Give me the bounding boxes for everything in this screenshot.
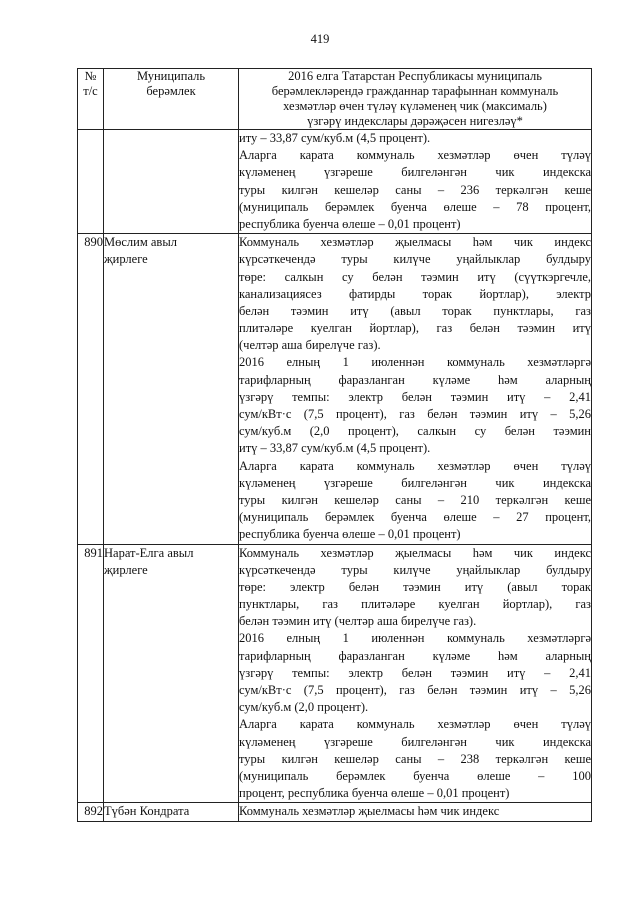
header-number-line: №: [84, 69, 97, 83]
page-number: 419: [310, 32, 330, 46]
text-line: Коммуналь хезмәтләр җыелмасы һәм чик индекс: [239, 804, 500, 819]
text-line: белән тәэмин итү (авыл торак пунктлары, газ: [239, 303, 591, 318]
justification-text: [239, 234, 592, 544]
municipality-name-line: җирлеге: [104, 252, 148, 267]
text-line: плитәләре куелган йортлар), газ белән тәэмин итү: [239, 321, 591, 336]
header-municipality-line: Муниципаль: [136, 69, 206, 83]
justification-paragraph: [239, 354, 591, 457]
text-line: республика буенча өлеше – 0,01 процент): [239, 527, 461, 542]
header-justification-line: берәмлекләрендә гражданнар тарафыннан коммуналь: [271, 84, 559, 98]
text-line: Коммуналь хезмәтләр җыелмасы һәм чик индекс: [239, 235, 591, 250]
header-municipality: [104, 69, 239, 130]
text-line: төре: салкын су белән тәэмин итү (сүүткэргечле,: [239, 269, 591, 284]
text-line: процент, республика буенча өлеше – 0,01 процент): [239, 786, 510, 801]
row-number: 892: [78, 803, 104, 821]
table-body: [78, 130, 592, 822]
header-justification: [239, 69, 592, 130]
text-line: 2016 елның 1 июленнән коммуналь хезмәтләргә: [239, 631, 591, 646]
text-line: күрсәткечендә туры килүче уңайлыклар булдыру: [239, 252, 591, 267]
justification-text: [239, 130, 592, 234]
text-line: Аларга карата коммуналь хезмәтләр өчен түләү: [239, 717, 591, 732]
justification-paragraph: [239, 234, 591, 354]
justification-paragraph: [239, 630, 591, 716]
text-line: күләменең үзгәреше билгеләнгән чик индекска: [239, 475, 591, 490]
justification-paragraph: [239, 147, 591, 233]
row-number: 890: [78, 234, 104, 544]
header-justification-line: хезмәтләр өчен түләү күләменең чик (максималь): [283, 99, 547, 113]
text-line: Коммуналь хезмәтләр җыелмасы һәм чик индекс: [239, 545, 591, 560]
municipality-name-line: Мөслим авыл: [104, 235, 177, 250]
text-line: белән тәэмин итү (челтәр аша бирелүче газ).: [239, 614, 477, 629]
text-line: (муниципаль берәмлек буенча өлеше – 27 процент,: [239, 510, 591, 525]
municipality-name: [104, 544, 239, 803]
text-line: сум/куб.м (2,0 процент), салкын су белән тәэмин: [239, 424, 591, 439]
municipality-name-line: Түбән Кондрата: [104, 804, 190, 819]
text-line: иту – 33,87 сум/куб.м (4,5 процент).: [239, 131, 431, 145]
justification-text: [239, 803, 592, 821]
municipality-name-line: җирлеге: [104, 562, 148, 577]
text-line: туры килгән кешеләр саны – 210 теркәлгән кеше: [239, 492, 591, 507]
municipality-name: [104, 803, 239, 821]
text-line: сум/кВт·с (7,5 процент), газ белән тәэмин итү – 5,26: [239, 407, 591, 421]
text-line: күләменең үзгәреше билгеләнгән чик индекска: [239, 734, 591, 749]
text-line: тарифларның фаразланган күләме һәм аларның: [239, 372, 591, 387]
text-line: Аларга карата коммуналь хезмәтләр өчен түләү: [239, 148, 591, 163]
text-line: сум/куб.м (2,0 процент).: [239, 700, 369, 715]
text-line: (муниципаль берәмлек буенча өлеше – 100: [239, 768, 591, 783]
header-municipality-line: берәмлек: [146, 84, 196, 98]
municipality-name: [104, 234, 239, 544]
text-line: күләменең үзгәреше билгеләнгән чик индекска: [239, 165, 591, 180]
table-header-row: [78, 69, 592, 130]
table-row: [78, 544, 592, 803]
text-line: үзгәрү темпы: электр белән тәэмин итү – 2,41: [239, 389, 591, 404]
text-line: (муниципаль берәмлек буенча өлеше – 78 процент,: [239, 199, 591, 214]
header-number: [78, 69, 104, 130]
text-line: сум/кВт·с (7,5 процент), газ белән тәэмин итү – 5,26: [239, 683, 591, 697]
text-line: 2016 елның 1 июленнән коммуналь хезмәтләргә: [239, 355, 591, 370]
header-justification-line: 2016 елга Татарстан Республикасы муниципаль: [288, 69, 542, 83]
justification-paragraph: [239, 716, 591, 802]
municipal-index-table: [77, 68, 592, 822]
municipality-name: [104, 130, 239, 234]
table-row: [78, 803, 592, 821]
municipality-name-line: Нарат-Елга авыл: [104, 545, 194, 560]
text-line: канализациясез фатирды торак йортлар), электр: [239, 286, 591, 301]
row-number: 891: [78, 544, 104, 803]
text-line: тарифларның фаразланган күләме һәм аларның: [239, 648, 591, 663]
table-row: [78, 234, 592, 544]
text-line: үзгәрү темпы: электр белән тәэмин итү – 2,41: [239, 665, 591, 680]
text-line: күрсәткечендә туры килүче уңайлыклар булдыру: [239, 562, 591, 577]
text-line: Аларга карата коммуналь хезмәтләр өчен түләү: [239, 458, 591, 473]
header-justification-line: үзгәрү индекслары дәрәҗәсен нигезләү*: [307, 114, 523, 128]
row-number: [78, 130, 104, 234]
table-row: [78, 130, 592, 234]
text-line: пунктлары, газ плитәләре куелган йортлар), газ: [239, 597, 591, 612]
justification-paragraph: [239, 130, 591, 147]
text-line: туры килгән кешеләр саны – 236 теркәлгән кеше: [239, 182, 591, 197]
justification-paragraph: [239, 458, 591, 544]
text-line: төре: электр белән тәэмин итү (авыл торак: [239, 579, 591, 594]
text-line: (челтәр аша бирелүче газ).: [239, 338, 381, 353]
text-line: итү – 33,87 сум/куб.м (4,5 процент).: [239, 441, 431, 456]
text-line: республика буенча өлеше – 0,01 процент): [239, 216, 461, 231]
justification-text: [239, 544, 592, 803]
text-line: туры килгән кешеләр саны – 238 теркәлгән кеше: [239, 751, 591, 766]
justification-paragraph: [239, 803, 591, 820]
justification-paragraph: [239, 545, 591, 631]
header-number-line: т/с: [83, 84, 98, 98]
